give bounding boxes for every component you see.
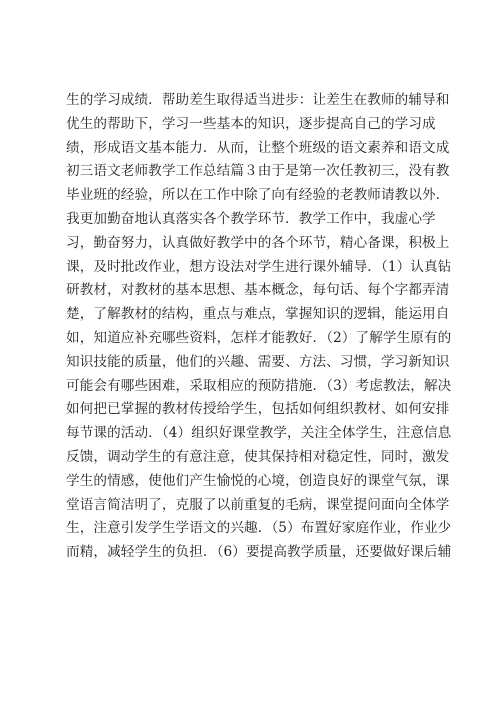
text-line: 每节课的活动．（4）组织好课堂教学，关注全体学生，注意信息	[66, 425, 452, 442]
text-line: 楚，了解教材的结构，重点与难点，掌握知识的逻辑，能运用自	[66, 306, 450, 323]
text-line: 生的学习成绩．帮助差生取得适当进步：让差生在教师的辅导和	[66, 92, 450, 108]
text-line: 习，勤奋努力，认真做好教学中的各个环节，精心备课，积极上	[66, 234, 450, 251]
text-line: 反馈，调动学生的有意注意，使其保持相对稳定性，同时，激发	[66, 448, 450, 465]
text-line: 如何把已掌握的教材传授给学生，包括如何组织教材、如何安排	[66, 401, 450, 418]
text-line: 我更加勤奋地认真落实各个教学环节．教学工作中，我虚心学	[66, 210, 436, 227]
text-line: 初三语文老师教学工作总结篇３由于是第一次任教初三，没有教	[66, 163, 450, 180]
text-line: 优生的帮助下，学习一些基本的知识，逐步提高自己的学习成	[66, 115, 436, 132]
text-line: 而精，减轻学生的负担．（6）要提高教学质量，还要做好课后辅	[66, 544, 452, 561]
text-line: 研教材，对教材的基本思想、基本概念，每句话、每个字都弄清	[66, 282, 450, 299]
body-text	[66, 89, 452, 565]
text-line: 绩，形成语文基本能力．从而，让整个班级的语文素养和语文成	[66, 139, 450, 156]
text-line: 如，知道应补充哪些资料，怎样才能教好．（2）了解学生原有的	[66, 329, 452, 346]
text-line: 学生的情感，使他们产生愉悦的心境，创造良好的课堂气氛，课	[66, 472, 450, 489]
text-line: 可能会有哪些困难，采取相应的预防措施．（3）考虑教法，解决	[66, 377, 452, 394]
text-line: 知识技能的质量，他们的兴趣、需要、方法、习惯，学习新知识	[66, 353, 450, 370]
text-line: 课，及时批改作业，想方设法对学生进行课外辅导．（1）认真钻	[66, 258, 452, 275]
text-line: 堂语言简洁明了，克服了以前重复的毛病，课堂提问面向全体学	[66, 496, 450, 513]
text-line: 毕业班的经验，所以在工作中除了向有经验的老教师请教以外．	[66, 187, 450, 204]
text-line: 生，注意引发学生学语文的兴趣．（5）布置好家庭作业，作业少	[66, 520, 452, 537]
